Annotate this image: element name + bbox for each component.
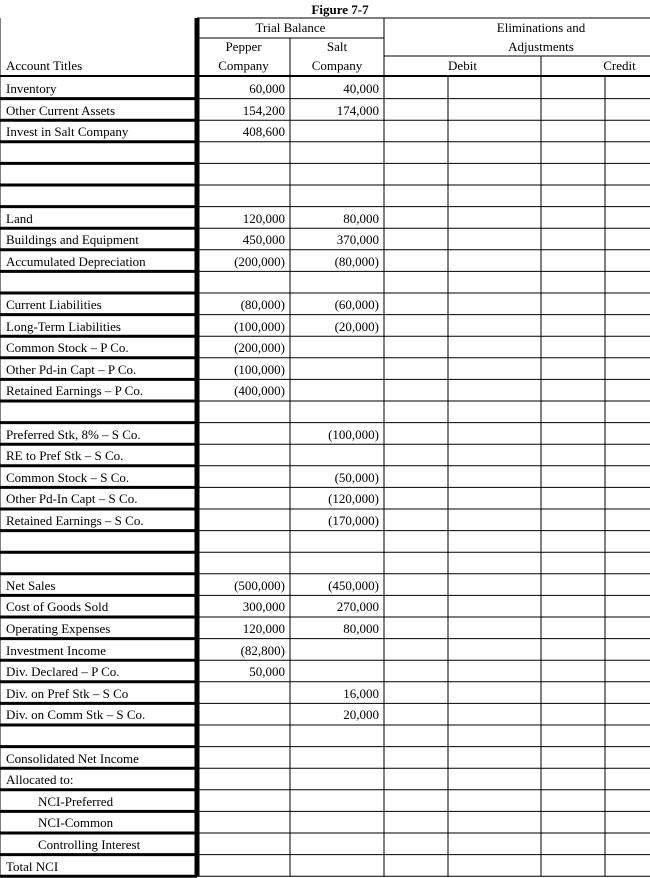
salt-amount: (120,000) bbox=[328, 491, 379, 507]
table-row bbox=[0, 660, 650, 682]
pepper-amount: 300,000 bbox=[242, 599, 285, 615]
account-title: Other Pd-in Capt – P Co. bbox=[6, 361, 137, 377]
table-row bbox=[0, 574, 650, 596]
account-title: Common Stock – S Co. bbox=[6, 469, 130, 485]
account-title: Common Stock – P Co. bbox=[6, 340, 129, 356]
header-salt-line2: Company bbox=[311, 58, 363, 73]
table-row bbox=[0, 531, 650, 553]
account-title: Div. on Pref Stk – S Co bbox=[6, 685, 129, 701]
pepper-amount: 120,000 bbox=[242, 621, 285, 636]
table-row bbox=[0, 120, 650, 142]
pepper-amount: (200,000) bbox=[234, 253, 285, 269]
salt-amount: (20,000) bbox=[334, 318, 379, 334]
salt-amount: 20,000 bbox=[343, 707, 379, 723]
account-title: Other Pd-In Capt – S Co. bbox=[6, 491, 138, 507]
table-row bbox=[0, 401, 650, 423]
table-row bbox=[0, 552, 650, 574]
account-title: RE to Pref Stk – S Co. bbox=[6, 448, 124, 464]
table-row bbox=[0, 747, 650, 769]
account-title: Controlling Interest bbox=[38, 837, 141, 852]
header-account-titles: Account Titles bbox=[6, 58, 83, 73]
salt-amount: (60,000) bbox=[334, 297, 379, 312]
salt-amount: 80,000 bbox=[343, 621, 379, 636]
table-row bbox=[0, 444, 650, 466]
pepper-amount: 408,600 bbox=[242, 124, 285, 140]
account-title: Buildings and Equipment bbox=[6, 232, 139, 248]
salt-amount: 80,000 bbox=[343, 210, 379, 226]
salt-amount: 174,000 bbox=[336, 102, 379, 118]
account-title: Invest in Salt Company bbox=[6, 124, 129, 140]
table-row bbox=[0, 250, 650, 272]
table-row bbox=[0, 423, 650, 445]
table-row bbox=[0, 703, 650, 725]
table-row bbox=[0, 617, 650, 639]
account-title: Land bbox=[6, 210, 33, 226]
salt-amount: (50,000) bbox=[334, 469, 379, 485]
header-eliminations-line1: Eliminations and bbox=[496, 20, 586, 35]
salt-amount: (80,000) bbox=[334, 253, 379, 269]
table-row bbox=[0, 379, 650, 401]
account-title: Retained Earnings – S Co. bbox=[6, 513, 144, 528]
table-row bbox=[0, 207, 650, 229]
pepper-amount: 50,000 bbox=[249, 664, 285, 680]
table-row bbox=[0, 163, 650, 185]
header-salt-line1: Salt bbox=[326, 39, 348, 54]
account-title: Net Sales bbox=[6, 577, 56, 593]
table-row bbox=[0, 682, 650, 704]
pepper-amount: (500,000) bbox=[234, 577, 285, 593]
account-title: Long-Term Liabilities bbox=[6, 318, 121, 334]
account-title: Div. on Comm Stk – S Co. bbox=[6, 707, 146, 723]
header-pepper-line1: Pepper bbox=[225, 39, 262, 54]
account-title: Other Current Assets bbox=[6, 102, 116, 118]
table-row bbox=[0, 466, 650, 488]
account-title: Current Liabilities bbox=[6, 297, 102, 312]
table-row bbox=[0, 336, 650, 358]
account-title: Consolidated Net Income bbox=[6, 750, 139, 766]
table-row bbox=[0, 99, 650, 121]
table-row bbox=[0, 811, 650, 833]
figure-title: Figure 7-7 bbox=[311, 2, 369, 17]
salt-amount: (100,000) bbox=[328, 426, 379, 442]
account-title: NCI-Common bbox=[38, 815, 114, 831]
account-title: Div. Declared – P Co. bbox=[6, 664, 120, 680]
table-row bbox=[0, 833, 650, 855]
salt-amount: 370,000 bbox=[336, 232, 379, 248]
pepper-amount: (400,000) bbox=[234, 383, 285, 399]
header-eliminations-line2: Adjustments bbox=[508, 39, 574, 54]
table-row bbox=[0, 228, 650, 250]
table-row bbox=[0, 358, 650, 380]
account-title: Operating Expenses bbox=[6, 621, 111, 636]
header-pepper-line2: Company bbox=[218, 58, 269, 73]
table-row bbox=[0, 185, 650, 207]
account-title: Allocated to: bbox=[6, 772, 74, 788]
table-row bbox=[0, 315, 650, 337]
table-row bbox=[0, 639, 650, 661]
account-title: Preferred Stk, 8% – S Co. bbox=[6, 426, 141, 442]
pepper-amount: 120,000 bbox=[242, 210, 285, 226]
account-title: NCI-Preferred bbox=[38, 793, 114, 809]
pepper-amount: (80,000) bbox=[240, 297, 285, 312]
pepper-amount: 154,200 bbox=[242, 102, 285, 118]
account-title: Accumulated Depreciation bbox=[6, 253, 146, 269]
table-row bbox=[0, 142, 650, 164]
table-row bbox=[0, 293, 650, 315]
account-title: Inventory bbox=[6, 81, 57, 96]
table-row bbox=[0, 487, 650, 509]
pepper-amount: (200,000) bbox=[234, 340, 285, 356]
table-row bbox=[0, 271, 650, 293]
table-row bbox=[0, 855, 650, 877]
salt-amount: 40,000 bbox=[343, 81, 379, 96]
account-title: Retained Earnings – P Co. bbox=[6, 383, 144, 399]
pepper-amount: 450,000 bbox=[242, 232, 285, 248]
table-row bbox=[0, 595, 650, 617]
header-debit: Debit bbox=[448, 58, 477, 73]
salt-amount: (170,000) bbox=[328, 513, 379, 528]
salt-amount: 16,000 bbox=[343, 685, 379, 701]
pepper-amount: (82,800) bbox=[240, 642, 285, 658]
pepper-amount: (100,000) bbox=[234, 361, 285, 377]
table-row bbox=[0, 725, 650, 747]
table-row bbox=[0, 790, 650, 812]
pepper-amount: 60,000 bbox=[249, 81, 285, 96]
pepper-amount: (100,000) bbox=[234, 318, 285, 334]
header-trial-balance: Trial Balance bbox=[255, 20, 326, 35]
table-row bbox=[0, 77, 650, 99]
header-credit: Credit bbox=[603, 58, 636, 73]
account-title: Investment Income bbox=[6, 642, 106, 658]
salt-amount: 270,000 bbox=[336, 599, 379, 615]
salt-amount: (450,000) bbox=[328, 577, 379, 593]
account-title: Total NCI bbox=[6, 858, 59, 874]
table-row bbox=[0, 509, 650, 531]
account-title: Cost of Goods Sold bbox=[6, 599, 109, 615]
table-row bbox=[0, 768, 650, 790]
